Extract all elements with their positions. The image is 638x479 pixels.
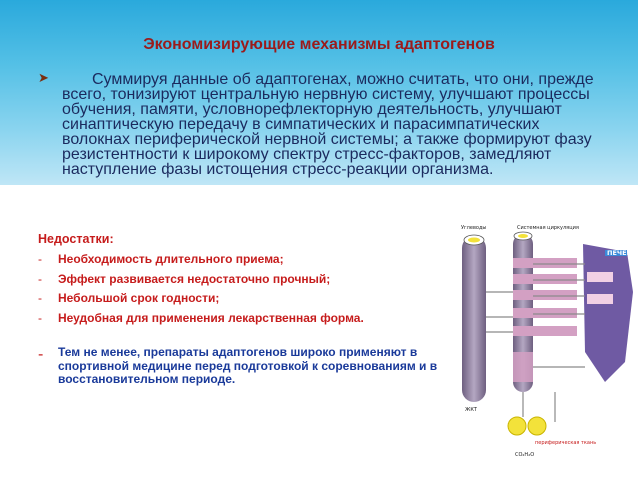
metabolism-diagram [455,222,638,470]
drawback-text: Необходимость длительного приема; [58,252,284,266]
yellow-circle [528,417,546,435]
gi-tube-top-fill [468,238,480,243]
list-item [38,311,478,331]
liver-label: ПЕЧЕНЬ [607,249,637,257]
dash-bullet: - [38,310,42,325]
pink-box [513,258,577,268]
drawback-text: Неудобная для применения лекарственная форма. [58,310,364,325]
pink-box [513,274,577,284]
intro-paragraph: Суммируя данные об адаптогенах, можно считать, что они, прежде всего, тонизируют центральную нервную систему, улучшают процессы обучения, памяти, условнорефлекторную деятельность, улучшают синаптическую передачу в симпатических и парасимпатических волокнах периферической нервной системы; а также формируют фазу резистентности к широкому спектру стресс-факторов, замедляют наступление фазы истощения стресс-реакции организма. [62,71,594,178]
dash-bullet: - [38,271,42,286]
circulation-tube-top-fill [518,234,528,238]
dash-bullet: - [38,346,44,363]
dash-bullet: - [38,252,42,266]
slide-title: Экономизирующие механизмы адаптогенов [143,36,495,53]
yellow-circle [508,417,526,435]
note-text: Тем не менее, препараты адаптогенов широко применяют в спортивной медицине перед подготовкой к соревнованиям и в восстановительном периоде. [58,345,438,386]
liver-inner-box [587,294,613,304]
co2-label: CO₂H₂O [515,452,535,458]
circulation-pink-band [513,352,533,382]
drawbacks-list [38,252,478,330]
list-item [38,291,478,311]
drawback-text: Эффект развивается недостаточно прочный; [58,271,331,286]
note-block [38,346,458,387]
liver-shape [583,244,633,382]
drawback-text: Небольшой срок годности; [58,291,220,305]
list-item [38,272,478,292]
gi-tube [462,236,486,402]
pink-box [513,308,577,318]
arrow-bullet-icon: ➤ [38,70,49,85]
pink-box [513,290,577,300]
carbs-label: Углеводы [461,225,487,231]
flow-arrows [486,264,585,422]
gi-label: ЖКТ [465,407,477,413]
pink-box [513,326,577,336]
metabolism-diagram-svg [455,222,638,470]
drawbacks-heading: Недостатки: [38,232,114,246]
peripheral-label: периферическая ткань [535,440,597,446]
circulation-label: Системная циркуляция [517,225,579,231]
list-item [38,252,478,272]
liver-inner-box [587,272,613,282]
dash-bullet: - [38,291,42,305]
